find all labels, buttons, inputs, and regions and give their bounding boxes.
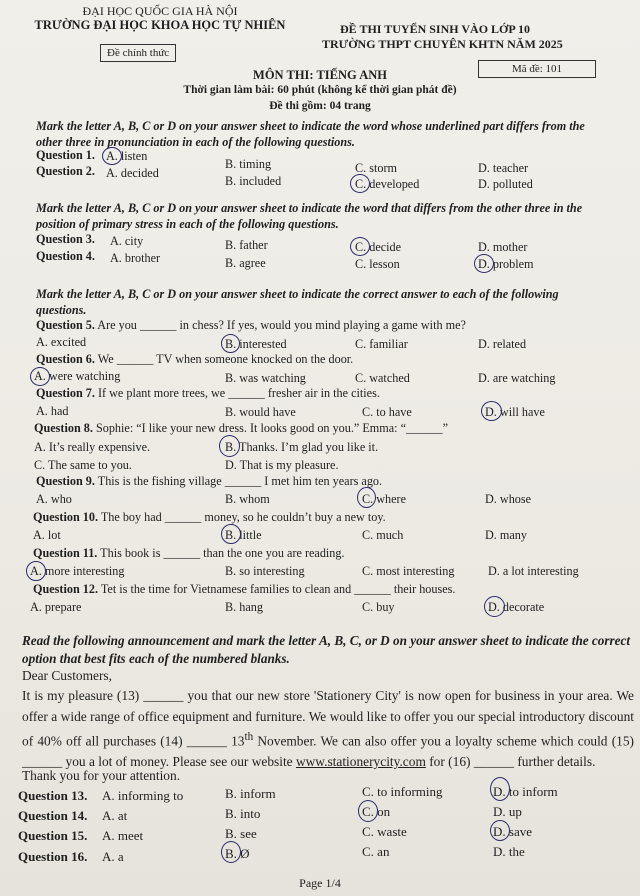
q1-option-c: C. storm [355,161,397,175]
exam-pages: Đề thi gồm: 04 trang [269,100,371,112]
answer-circle [490,777,510,801]
q3-option-d: D. mother [478,240,528,254]
q1-label: Question 1. [36,148,95,162]
q10-option-d: D. many [485,528,527,542]
q9-option-b: B. whom [225,492,270,506]
announcement-paragraph [22,686,634,772]
exam-code: Mã đề: 101 [478,60,596,78]
q12-text: Tet is the time for Vietnamese families to clean and ______ their houses. [100,582,456,596]
answer-circle [481,401,502,421]
q2-option-a: A. decided [106,166,159,180]
q8-stem [34,421,448,436]
q1-option-a: A. listen [106,149,148,163]
q4-option-b: B. agree [225,256,266,270]
q7-option-b: B. would have [225,405,296,419]
official-label: Đề chính thức [100,44,176,62]
q11-stem [33,546,345,561]
q14-option-c: C. on [362,804,391,819]
subject-title: MÔN THI: TIẾNG ANH [253,68,387,82]
q13-option-c: C. to informing [362,784,443,799]
answer-circle [350,237,370,256]
q3-label: Question 3. [36,232,95,246]
q7-option-d: D. will have [485,405,545,419]
q11-option-a: A. more interesting [30,564,125,578]
q8-option-d: D. That is my pleasure. [225,458,339,472]
q10-stem [33,510,386,525]
answer-circle [219,435,240,457]
q7-option-a: A. had [36,404,69,418]
q6-stem [36,352,353,367]
q5-label: Question 5. [36,318,95,332]
answer-circle [221,524,241,544]
announcement-text-3: for (16) ______ further details. [425,753,596,769]
q10-label: Question 10. [33,510,99,524]
q12-option-b: B. hang [225,600,263,614]
answer-circle [490,820,510,841]
q9-stem [36,474,382,489]
q12-option-d: D. decorate [488,600,545,614]
q1-option-d: D. teacher [478,161,529,175]
q6-option-a: A. were watching [34,369,121,383]
q11-label: Question 11. [33,546,98,560]
q15-option-d: D. save [493,824,532,839]
q15-label: Question 15. [18,828,88,843]
exam-title: ĐỀ THI TUYỂN SINH VÀO LỚP 10 [340,22,531,36]
page-number: Page 1/4 [299,876,341,890]
q12-stem [33,582,455,597]
greeting: Dear Customers, [22,668,112,683]
q13-option-a: A. informing to [102,788,184,803]
q5-option-a: A. excited [36,335,87,349]
university-name: ĐẠI HỌC QUỐC GIA HÀ NỘI [82,4,238,18]
answer-circle [474,254,494,273]
q12-label: Question 12. [33,582,99,596]
q7-stem [36,386,380,401]
q11-text: This book is ______ than the one you are reading. [100,546,345,560]
ordinal-suffix: th [244,731,254,743]
section3-instruction: Mark the letter A, B, C or D on your answer sheet to indicate the correct answer to each of the following questions. [36,287,559,317]
q4-label: Question 4. [36,249,95,263]
q6-option-b: B. was watching [225,371,306,385]
q9-option-a: A. who [36,492,72,506]
announcement-text-1: It is my pleasure (13) ______ you that our new store 'Stationery City' is now open for business in your area. We offer a wide range of office equipment and furniture. We would like to offer you our special introductory discount of 40% off all purchases (14) ______ 13 [22,688,634,749]
answer-circle [350,174,370,193]
q2-option-c: C. developed [355,177,420,191]
q6-option-d: D. are watching [478,371,556,385]
q9-option-d: D. whose [485,492,532,506]
website-link[interactable]: www.stationerycity.com [295,753,426,769]
answer-circle [221,841,241,863]
q6-text: We ______ TV when someone knocked on the door. [97,352,354,366]
q5-text: Are you ______ in chess? If yes, would you mind playing a game with me? [97,318,466,332]
q8-option-b: B. Thanks. I’m glad you like it. [225,440,379,454]
q3-option-b: B. father [225,238,268,252]
q10-option-b: B. little [225,528,262,542]
q2-label: Question 2. [36,164,95,178]
q13-label: Question 13. [18,788,88,803]
q9-text: This is the fishing village ______ I met him ten years ago. [97,474,383,488]
q4-option-d: D. problem [478,257,534,271]
q2-option-d: D. polluted [478,177,533,191]
section2-instruction: Mark the letter A, B, C or D on your answer sheet to indicate the word that differs from the other three in the position of primary stress in each of the following questions. [36,201,583,231]
q1-option-b: B. timing [225,157,272,171]
q10-option-c: C. much [362,528,404,542]
q11-option-b: B. so interesting [225,564,305,578]
q11-option-c: C. most interesting [362,564,455,578]
q4-option-c: C. lesson [355,257,400,271]
q5-option-c: C. familiar [355,337,408,351]
answer-circle [357,487,376,508]
q11-option-d: D. a lot interesting [488,564,579,578]
q10-option-a: A. lot [33,528,61,542]
q14-option-b: B. into [225,806,261,821]
q10-text: The boy had ______ money, so he couldn’t buy a new toy. [100,510,386,524]
announcement-text-2: November. We can also offer you a loyalty scheme which could (15) ______ you a lot of money. Please see our website [22,733,634,769]
q15-option-b: B. see [225,826,257,841]
q13-option-d: D. to inform [493,784,558,799]
q3-option-a: A. city [110,234,144,248]
section4-instruction: Read the following announcement and mark the letter A, B, C, or D on your answer sheet to indicate the correct option that best fits each of the numbered blanks. [22,633,631,666]
q8-text: Sophie: “I like your new dress. It looks good on you.” Emma: “______” [95,421,448,435]
q13-option-b: B. inform [225,786,276,801]
q5-option-d: D. related [478,337,527,351]
q16-option-d: D. the [493,844,525,859]
q12-option-a: A. prepare [30,600,82,614]
q7-option-c: C. to have [362,405,412,419]
q7-label: Question 7. [36,386,95,400]
q15-option-c: C. waste [362,824,407,839]
q8-option-c: C. The same to you. [34,458,132,472]
answer-circle [221,334,240,353]
q5-stem [36,318,466,333]
q8-option-a: A. It’s really expensive. [34,440,151,454]
school-name: TRƯỜNG ĐẠI HỌC KHOA HỌC TỰ NHIÊN [34,18,286,32]
q9-label: Question 9. [36,474,95,488]
q12-option-c: C. buy [362,600,395,614]
q16-label: Question 16. [18,849,88,864]
q14-option-a: A. at [102,808,128,823]
exam-time: Thời gian làm bài: 60 phút (không kể thời gian phát đề) [183,84,457,96]
q6-option-c: C. watched [355,371,410,385]
q14-option-d: D. up [493,804,522,819]
q15-option-a: A. meet [102,828,144,843]
answer-circle [26,561,46,581]
q16-option-a: A. a [102,849,124,864]
q16-option-b: B. Ø [225,846,250,861]
section1-instruction: Mark the letter A, B, C or D on your answer sheet to indicate the word whose underlined part differs from the other three in pronunciation in each of the following questions. [36,119,585,149]
closing: Thank you for your attention. [22,768,181,783]
q8-label: Question 8. [34,421,93,435]
answer-circle [358,800,378,822]
q16-option-c: C. an [362,844,390,859]
answer-circle [30,367,50,386]
q7-text: If we plant more trees, we ______ fresher air in the cities. [97,386,380,400]
q14-label: Question 14. [18,808,88,823]
exam-school: TRƯỜNG THPT CHUYÊN KHTN NĂM 2025 [322,37,563,51]
q9-option-c: C. where [362,492,406,506]
q2-option-b: B. included [225,174,282,188]
answer-circle [102,147,122,165]
q4-option-a: A. brother [110,251,161,265]
q6-label: Question 6. [36,352,95,366]
answer-circle [484,596,505,617]
q5-option-b: B. interested [225,337,287,351]
q3-option-c: C. decide [355,240,402,254]
